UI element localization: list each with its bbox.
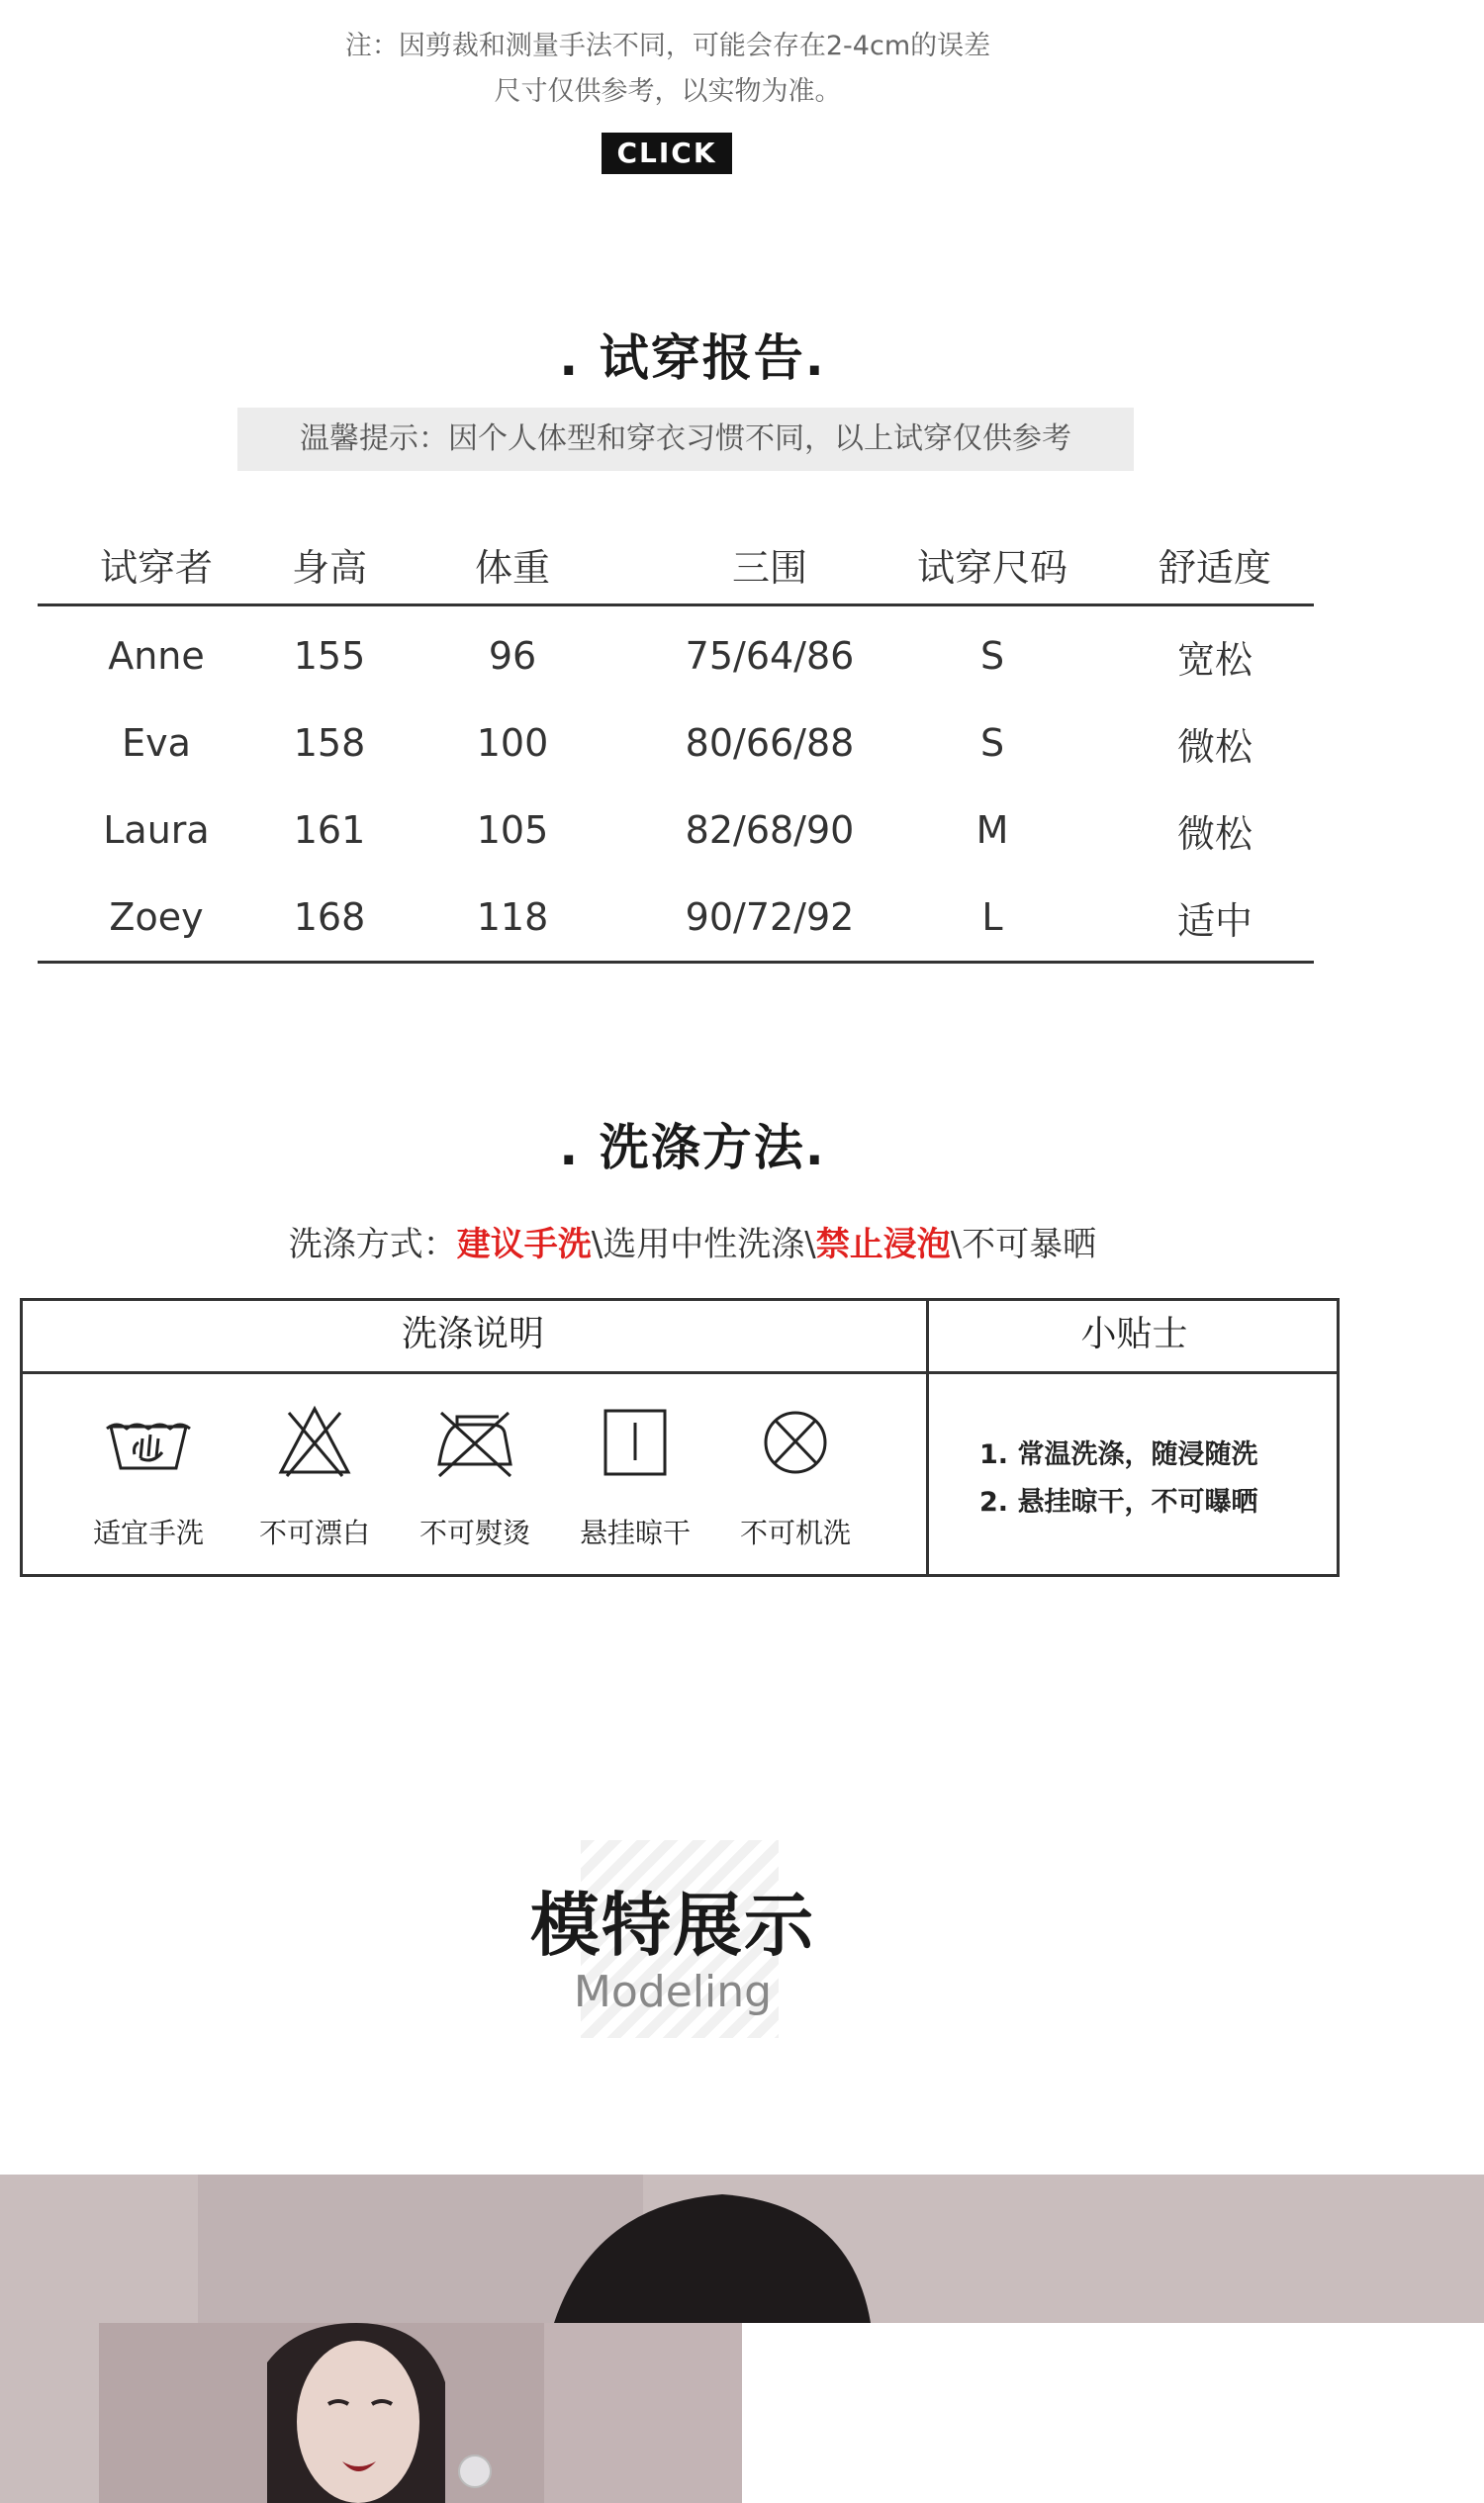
size-note-line2: 尺寸仅供参考，以实物为准。: [494, 76, 842, 107]
fitting-report-title: . 试穿报告.: [559, 329, 826, 387]
cell-comfort: 适中: [1176, 898, 1252, 943]
cell-weight: 118: [476, 895, 549, 939]
cell-comfort: 微松: [1176, 724, 1252, 769]
click-button[interactable]: CLICK: [602, 133, 732, 174]
cell-height: 161: [293, 808, 366, 852]
table-row: [38, 612, 1314, 699]
no-bleach-icon: [265, 1403, 364, 1486]
fitting-tip: 温馨提示：因个人体型和穿衣习惯不同，以上试穿仅供参考: [237, 408, 1134, 471]
modeling-title: 模特展示: [530, 1885, 815, 1966]
cell-wearer: Zoey: [109, 895, 204, 939]
wash-instructions-header: 洗涤说明: [401, 1314, 544, 1354]
table-row: [38, 787, 1314, 874]
size-note-line1: 注：因剪裁和测量手法不同，可能会存在2-4cm的误差: [344, 31, 991, 61]
header-weight: 体重: [474, 545, 550, 590]
table-header-row: [38, 524, 1314, 606]
wash-divider-horizontal: [20, 1371, 1340, 1374]
cell-wearer: Anne: [108, 634, 205, 678]
cell-wearer: Laura: [103, 808, 210, 852]
wash-method-detergent: \选用中性洗涤\: [591, 1225, 816, 1264]
cell-size: S: [979, 721, 1005, 765]
cell-measurements: 90/72/92: [685, 895, 855, 939]
wash-label-machine: 不可机洗: [739, 1517, 851, 1549]
header-size: 试穿尺码: [916, 545, 1067, 590]
tip-item-1: 1. 常温洗涤，随浸随洗: [979, 1439, 1258, 1470]
cell-comfort: 微松: [1176, 811, 1252, 856]
tips-header: 小贴士: [1080, 1314, 1188, 1354]
wash-label-hang-dry: 悬挂晾干: [579, 1517, 691, 1549]
header-comfort: 舒适度: [1158, 545, 1271, 590]
wash-method-hand-wash: 建议手洗: [456, 1225, 592, 1264]
cell-weight: 96: [488, 634, 537, 678]
model-photo-thumbnail: [99, 2323, 742, 2503]
wash-label-bleach: 不可漂白: [258, 1517, 370, 1549]
cell-wearer: Eva: [122, 721, 191, 765]
cell-size: L: [981, 895, 1003, 939]
table-row: [38, 874, 1314, 964]
modeling-subtitle: Modeling: [573, 1967, 773, 2017]
no-machine-wash-icon: [746, 1403, 845, 1486]
wash-label-iron: 不可熨烫: [418, 1517, 530, 1549]
cell-height: 168: [293, 895, 366, 939]
cell-size: M: [975, 808, 1009, 852]
no-iron-icon: [425, 1403, 524, 1486]
wash-method-line: [0, 1217, 1385, 1265]
hang-dry-icon: [586, 1403, 685, 1486]
wash-method-no-sun: \不可暴晒: [950, 1225, 1097, 1264]
cell-height: 158: [293, 721, 366, 765]
cell-comfort: 宽松: [1176, 637, 1252, 682]
cell-height: 155: [293, 634, 366, 678]
header-measurements: 三围: [731, 545, 807, 590]
wash-label-hand: 适宜手洗: [92, 1517, 204, 1549]
wash-method-prefix: 洗涤方式：: [288, 1225, 457, 1264]
cell-measurements: 75/64/86: [685, 634, 855, 678]
wash-method-no-soak: 禁止浸泡: [815, 1225, 951, 1264]
tip-item-2: 2. 悬挂晾干，不可曝晒: [979, 1487, 1258, 1518]
wash-method-title: . 洗涤方法.: [559, 1119, 826, 1176]
header-height: 身高: [291, 545, 367, 590]
cell-weight: 105: [476, 808, 549, 852]
hand-wash-icon: [99, 1403, 198, 1486]
cell-measurements: 82/68/90: [685, 808, 855, 852]
cell-size: S: [979, 634, 1005, 678]
table-row: [38, 699, 1314, 787]
header-wearer: 试穿者: [99, 545, 213, 590]
blank-area: [742, 2323, 1484, 2503]
cell-measurements: 80/66/88: [685, 721, 855, 765]
cell-weight: 100: [476, 721, 549, 765]
fitting-table: [38, 524, 1314, 964]
